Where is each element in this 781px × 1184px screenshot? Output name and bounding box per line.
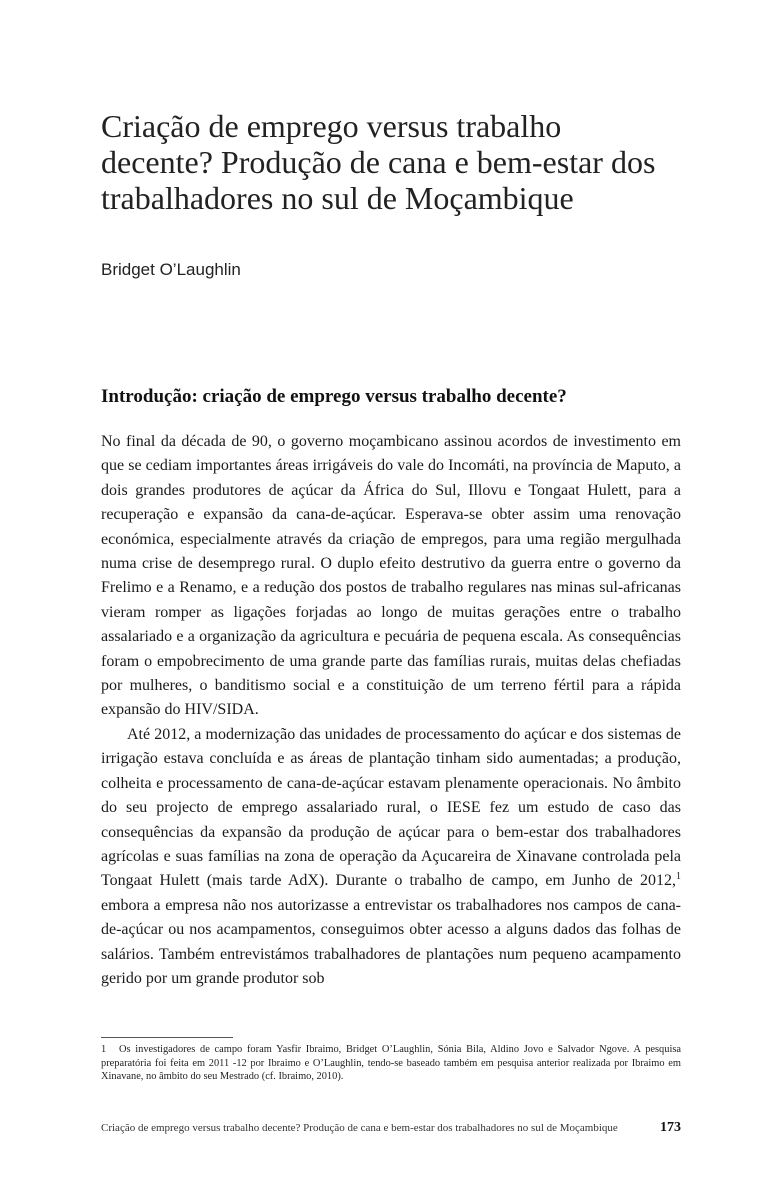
paragraph-2-text-before-note: Até 2012, a modernização das unidades de processamento do açúcar e dos sistemas de irrigação estava concluída e as áreas de plantação tinham sido aumentadas; a produção, colheita e processamento de cana-de-açúcar estavam plenamente operacionais. No âmbito do seu projecto de emprego assalariado rural, o IESE fez um estudo de caso das consequências da expansão da produção de açúcar para o bem-estar dos trabalhadores agrícolas e suas famílias na zona de operação da Açucareira de Xinavane controlada pela Tongaat Hulett (mais tarde AdX). Durante o trabalho de campo, em Junho de 2012, bbox=[101, 725, 681, 890]
running-footer bbox=[101, 1120, 681, 1136]
paragraph-2 bbox=[101, 723, 681, 991]
section-heading: Introdução: criação de emprego versus trabalho decente? bbox=[101, 386, 567, 407]
footnote-divider bbox=[101, 1037, 233, 1038]
article-title-line-2: decente? Produção de cana e bem-estar dos bbox=[101, 144, 656, 180]
footnote-number: 1 bbox=[101, 1044, 107, 1055]
article-title bbox=[101, 108, 701, 216]
page-number: 173 bbox=[660, 1120, 681, 1135]
paragraph-1: No final da década de 90, o governo moçambicano assinou acordos de investimento em que se cediam importantes áreas irrigáveis do vale do Incomáti, na província de Maputo, a dois grandes produtores de açúcar da África do Sul, Illovu e Tongaat Hulett, para a recuperação e expansão da cana-de-açúcar. Esperava-se obter assim uma renovação económica, especialmente através da criação de empregos, para uma região mergulhada numa crise de desemprego rural. O duplo efeito destrutivo da guerra entre o governo da Frelimo e a Renamo, e a redução dos postos de trabalho regulares nas minas sul-africanas vieram romper as ligações forjadas ao longo de muitas gerações entre o trabalho assalariado e a organização da agricultura e pecuária de pequena escala. As consequências foram o empobrecimento de uma grande parte das famílias rurais, muitas delas chefiadas por mulheres, o banditismo social e a constituição de um terreno fértil para a rápida expansão do HIV/SIDA. bbox=[101, 433, 681, 719]
body-text bbox=[101, 430, 681, 991]
footnote bbox=[101, 1043, 681, 1084]
author-name: Bridget O’Laughlin bbox=[101, 260, 241, 279]
article-title-line-1: Criação de emprego versus trabalho bbox=[101, 108, 562, 144]
article-title-line-3: trabalhadores no sul de Moçambique bbox=[101, 180, 574, 216]
footnote-reference[interactable]: 1 bbox=[676, 871, 681, 883]
footer-running-title: Criação de emprego versus trabalho decente? Produção de cana e bem-estar dos trabalhadores no sul de Moçambique bbox=[101, 1122, 618, 1134]
footnote-text: Os investigadores de campo foram Yasfir Ibraimo, Bridget O’Laughlin, Sónia Bila, Aldino Jovo e Salvador Ngove. A pesquisa preparatória foi feita em 2011 -12 por Ibraimo e O’Laughlin, tendo-se baseado também em pesquisa anterior realizada por Ibraimo em Xinavane, no âmbito do seu Mestrado (cf. Ibraimo, 2010). bbox=[101, 1044, 681, 1083]
paragraph-2-text-after-note: embora a empresa não nos autorizasse a entrevistar os trabalhadores nos campos de cana-de-açúcar ou nos acampamentos, conseguimos obter acesso a alguns dados das folhas de salários. Também entrevistámos trabalhadores de plantações num pequeno acampamento gerido por um grande produtor sob bbox=[101, 896, 681, 987]
